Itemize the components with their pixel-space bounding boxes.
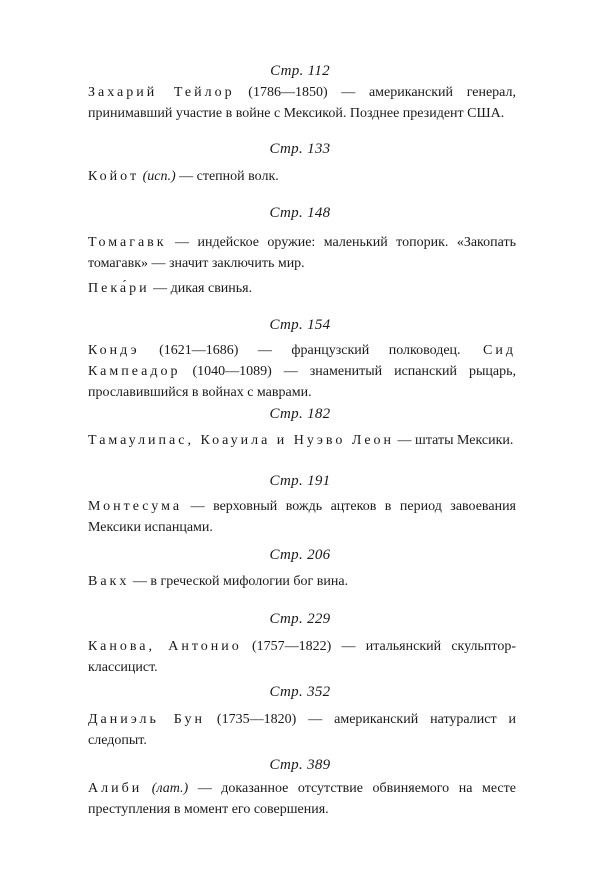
note-entry: [88, 278, 516, 299]
note-entry: [88, 430, 516, 451]
note-entry: [88, 232, 516, 274]
note-text: — степной волк.: [175, 169, 279, 184]
page-ref-heading: Стр. 112: [270, 63, 330, 79]
note-term: Вакх: [88, 574, 130, 589]
note-text: — в греческой мифологии бог вина.: [129, 574, 349, 589]
note-term: Канова, Антонио: [88, 639, 242, 654]
note-text: (1786—1850) — американский генерал, принимавший участие в войне с Мексикой. Позднее президент США.: [88, 85, 517, 121]
page-ref-heading: Стр. 352: [269, 684, 331, 700]
note-entry: [88, 709, 516, 751]
note-text: — дикая свинья.: [149, 281, 253, 296]
note-text: — доказанное отсутствие обвиняемого на месте преступления в момент его совершения.: [88, 781, 516, 817]
note-entry: [88, 496, 516, 538]
note-text: (1040—1089) — знаменитый испанский рыцарь, прославившийся в войнах с маврами.: [88, 364, 516, 400]
note-entry: [88, 340, 516, 403]
note-text: (1757—1822) — итальянский скульптор-классицист.: [88, 639, 516, 675]
note-entry: [88, 778, 516, 820]
note-term: Койот: [88, 169, 140, 184]
page-ref-heading: Стр. 191: [269, 473, 331, 489]
note-text: (1621—1686) — французский полководец.: [139, 343, 461, 358]
note-text: — штаты Мексики.: [394, 433, 514, 448]
note-text: (1735—1820) — американский натуралист и следопыт.: [88, 712, 516, 748]
note-abbr: (исп.): [139, 169, 176, 184]
note-term: Кондэ: [88, 343, 140, 358]
page-ref-heading: Стр. 206: [269, 547, 331, 563]
note-term: Тамаулипас, Коауила и Нуэво Леон: [88, 433, 395, 448]
note-text: — индейское оружие: маленький топорик. «Закопать томагавк» — значит заключить мир.: [88, 235, 516, 271]
page-ref-heading: Стр. 148: [269, 205, 331, 221]
page-ref-heading: Стр. 389: [269, 757, 331, 773]
note-term: Томагавк: [88, 235, 167, 250]
note-abbr: (лат.): [142, 781, 189, 796]
page-ref-heading: Стр. 229: [269, 611, 331, 627]
page-ref-heading: Стр. 154: [269, 317, 331, 333]
note-text: — верховный вождь ацтеков в период завоевания Мексики испанцами.: [88, 499, 516, 535]
note-term: Монтесума: [88, 499, 183, 514]
note-term: Сид Кампеадор: [88, 343, 517, 379]
note-entry: [88, 636, 516, 678]
note-entry: [88, 571, 516, 592]
note-entry: [88, 166, 516, 187]
note-entry: [88, 82, 516, 124]
page-ref-heading: Стр. 133: [269, 141, 331, 157]
note-term: Алиби: [88, 781, 143, 796]
note-term: Пека́ри: [88, 281, 150, 296]
page-ref-heading: Стр. 182: [269, 406, 331, 422]
note-term: Захарий Тейлор: [88, 85, 235, 100]
note-term: Даниэль Бун: [88, 712, 205, 727]
